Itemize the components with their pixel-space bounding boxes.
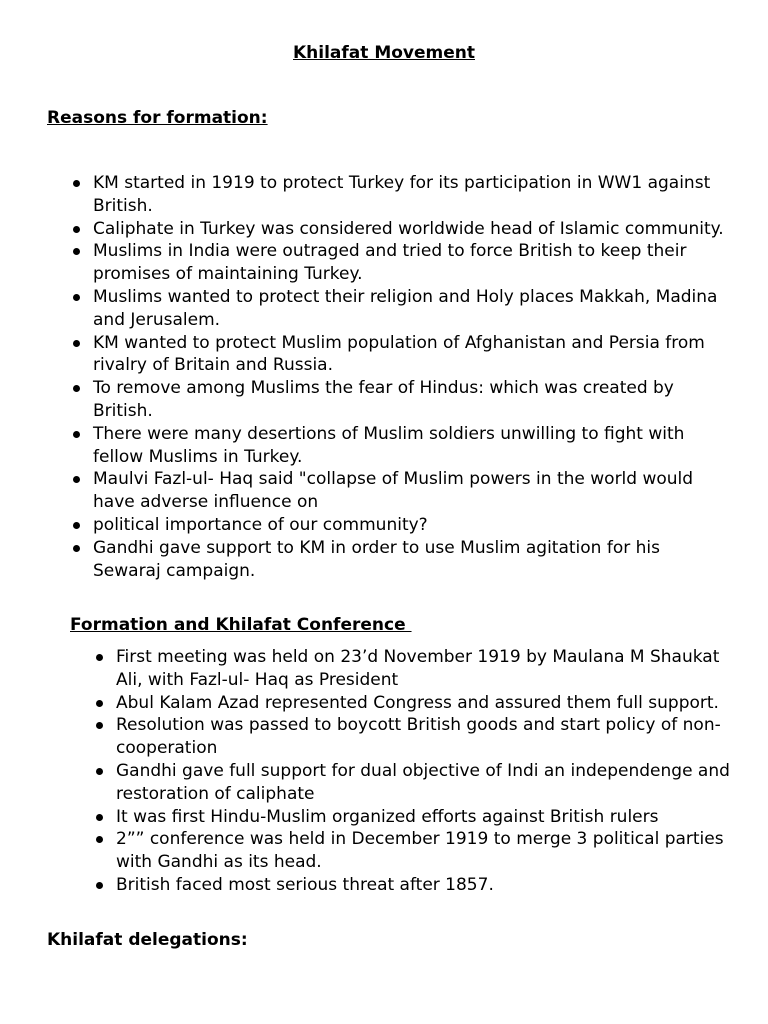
- bullet-icon: [73, 180, 80, 187]
- document-title: Khilafat Movement: [293, 43, 475, 63]
- list-item: [70, 423, 730, 469]
- bullet-icon: [96, 814, 103, 821]
- section-heading-delegations: Khilafat delegations:: [47, 930, 248, 950]
- list-item-text: political importance of our community?: [93, 514, 428, 535]
- section-heading-reasons: Reasons for formation:: [47, 108, 268, 128]
- bullet-icon: [73, 340, 80, 347]
- formation-list: [93, 646, 733, 897]
- list-item: [93, 692, 733, 715]
- list-item: [70, 240, 730, 286]
- list-item-text: KM wanted to protect Muslim population of Afghanistan and Persia from rivalry of Britain and Russia.: [93, 332, 705, 376]
- list-item-text: It was first Hindu-Muslim organized efforts against British rulers: [116, 806, 659, 827]
- list-item-text: First meeting was held on 23’d November 1919 by Maulana M Shaukat Ali, with Fazl-ul- Haq as President: [116, 647, 720, 690]
- list-item-text: Maulvi Fazl-ul- Haq said "collapse of Muslim powers in the world would have adverse influence on: [93, 469, 694, 513]
- bullet-icon: [96, 768, 103, 775]
- bullet-icon: [73, 248, 80, 255]
- bullet-icon: [73, 545, 80, 552]
- bullet-icon: [96, 700, 103, 707]
- list-item-text: Muslims wanted to protect their religion and Holy places Makkah, Madina and Jerusalem.: [93, 286, 718, 330]
- list-item-text: Muslims in India were outraged and tried to force British to keep their promises of maintaining Turkey.: [93, 241, 687, 285]
- list-item: [93, 646, 733, 692]
- bullet-icon: [96, 836, 103, 843]
- list-item: [70, 468, 730, 514]
- bullet-icon: [96, 654, 103, 661]
- list-item-text: Abul Kalam Azad represented Congress and assured them full support.: [116, 692, 719, 713]
- list-item-text: KM started in 1919 to protect Turkey for its participation in WW1 against British.: [93, 173, 711, 216]
- list-item: [93, 874, 733, 897]
- list-item-text: 2”” conference was held in December 1919 to merge 3 political parties with Gandhi as its head.: [116, 829, 724, 873]
- list-item-text: Gandhi gave full support for dual objective of Indi an independenge and restoration of caliphate: [116, 760, 730, 804]
- bullet-icon: [73, 385, 80, 392]
- list-item: [70, 377, 730, 423]
- bullet-icon: [73, 476, 80, 483]
- list-item: [93, 828, 733, 874]
- bullet-icon: [73, 431, 80, 438]
- bullet-icon: [73, 226, 80, 233]
- list-item: [70, 537, 730, 583]
- list-item-text: Resolution was passed to boycott British goods and start policy of non-cooperation: [116, 715, 721, 759]
- list-item-text: Caliphate in Turkey was considered worldwide head of Islamic community.: [93, 218, 724, 239]
- list-item: [70, 332, 730, 378]
- list-item: [93, 806, 733, 829]
- list-item: [70, 514, 730, 537]
- list-item-text: British faced most serious threat after 1857.: [116, 874, 494, 895]
- list-item: [70, 172, 730, 218]
- bullet-icon: [73, 522, 80, 529]
- list-item: [93, 714, 733, 760]
- list-item-text: To remove among Muslims the fear of Hindus: which was created by British.: [93, 378, 674, 421]
- bullet-icon: [73, 294, 80, 301]
- bullet-icon: [96, 882, 103, 889]
- list-item: [70, 286, 730, 332]
- bullet-icon: [96, 722, 103, 729]
- reasons-list: [70, 172, 730, 582]
- list-item: [93, 760, 733, 806]
- section-heading-formation: Formation and Khilafat Conference: [70, 615, 412, 635]
- list-item-text: Gandhi gave support to KM in order to use Muslim agitation for his Sewaraj campaign.: [93, 537, 660, 581]
- list-item: [70, 218, 730, 241]
- list-item-text: There were many desertions of Muslim soldiers unwilling to fight with fellow Muslims in Turkey.: [93, 423, 685, 467]
